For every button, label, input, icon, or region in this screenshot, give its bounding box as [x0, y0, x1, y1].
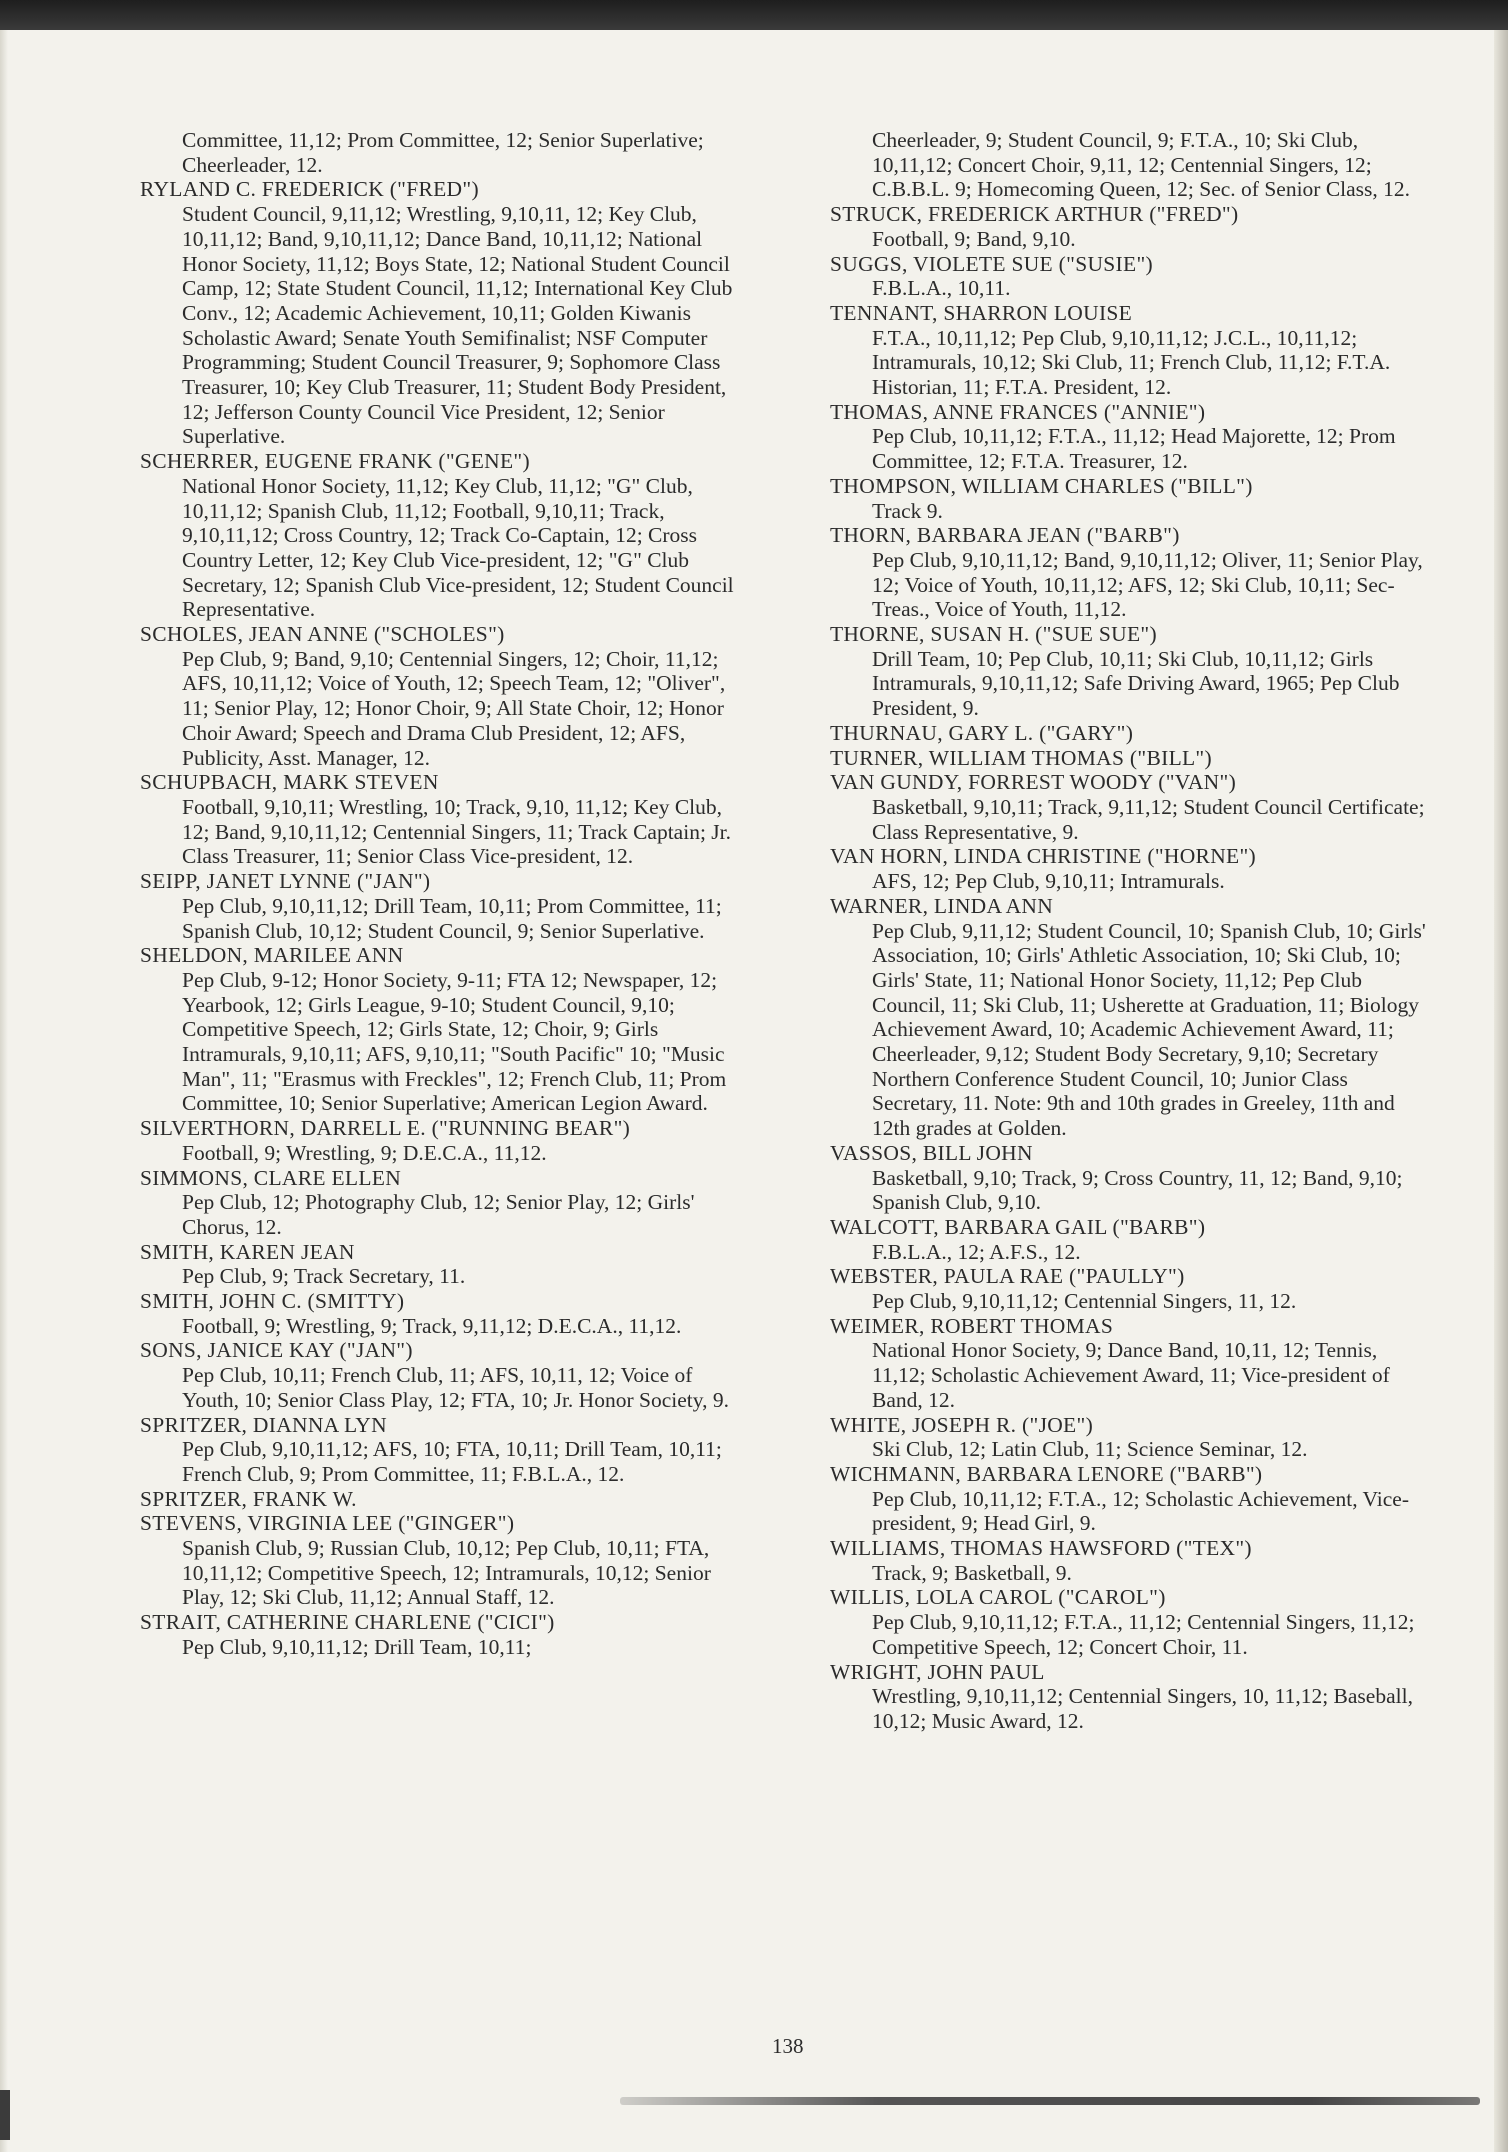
student-entry — [140, 943, 740, 1116]
continued-entry-text: Cheerleader, 9; Student Council, 9; F.T.A., 10; Ski Club, 10,11,12; Concert Choir, 9,11, 12; Centennial Singers, 12; C.B.B.L. 9; Homecoming Queen, 12; Sec. of Senior Class, 12. — [872, 128, 1411, 202]
student-name: SPRITZER, FRANK W. — [140, 1486, 357, 1511]
student-name: WILLIS, LOLA CAROL ("CAROL") — [830, 1585, 1166, 1610]
student-entry — [140, 177, 740, 449]
student-name: WICHMANN, BARBARA LENORE ("BARB") — [830, 1461, 1263, 1486]
binding-mark — [0, 2090, 10, 2140]
student-name: SMITH, JOHN C. (SMITTY) — [140, 1289, 405, 1314]
scan-top-border — [0, 0, 1508, 30]
student-entry — [830, 894, 1430, 1141]
student-entry — [140, 1413, 740, 1487]
student-entry — [830, 1215, 1430, 1264]
student-activities: Pep Club, 9,10,11,12; Drill Team, 10,11; — [182, 1634, 532, 1659]
student-name: THORN, BARBARA JEAN ("BARB") — [830, 523, 1180, 548]
student-entry — [830, 1536, 1430, 1585]
student-name: THURNAU, GARY L. ("GARY") — [830, 720, 1134, 745]
student-activities: Pep Club, 9,10,11,12; Drill Team, 10,11; Prom Committee, 11; Spanish Club, 10,12; Student Council, 9; Senior Superlative. — [182, 893, 722, 943]
student-activities: Track, 9; Basketball, 9. — [872, 1560, 1072, 1585]
student-entry — [140, 1289, 740, 1338]
student-activities: Pep Club, 10,11,12; F.T.A., 12; Scholastic Achievement, Vice-president, 9; Head Girl, 9. — [872, 1486, 1410, 1536]
student-name: SILVERTHORN, DARRELL E. ("RUNNING BEAR") — [140, 1116, 631, 1141]
student-name: SPRITZER, DIANNA LYN — [140, 1412, 387, 1437]
student-entry — [830, 1141, 1430, 1215]
student-entry — [140, 1511, 740, 1610]
student-name: VASSOS, BILL JOHN — [830, 1140, 1033, 1165]
student-entry — [140, 1166, 740, 1240]
student-name: SIMMONS, CLARE ELLEN — [140, 1165, 402, 1190]
student-name: TURNER, WILLIAM THOMAS ("BILL") — [830, 745, 1212, 770]
student-entry — [830, 721, 1430, 746]
continued-entry-text: Committee, 11,12; Prom Committee, 12; Senior Superlative; Cheerleader, 12. — [182, 128, 704, 177]
student-entry — [830, 1264, 1430, 1313]
left-column — [140, 128, 740, 1660]
student-entry — [830, 1413, 1430, 1462]
student-activities: Pep Club, 9,11,12; Student Council, 10; Spanish Club, 10; Girls' Association, 10; Girls' Athletic Association, 10; Ski Club, 10; Girls' State, 11; National Honor Society, 11,12; Pep Club Council, 11; Ski Club, 11; Usherette at Graduation, 11; Biology Achievement Award, 10; Academic Achievement Award, 11; Cheerleader, 9,12; Student Body Secretary, 9,10; Secretary Northern Conference Student Council, 10; Junior Class Secretary, 11. Note: 9th and 10th grades in Greeley, 11th and 12th grades at Golden. — [872, 918, 1426, 1141]
student-name: THOMPSON, WILLIAM CHARLES ("BILL") — [830, 473, 1253, 498]
page-number: 138 — [772, 2034, 804, 2058]
student-name: THORNE, SUSAN H. ("SUE SUE") — [830, 622, 1157, 647]
student-activities: Football, 9; Wrestling, 9; Track, 9,11,12; D.E.C.A., 11,12. — [182, 1313, 682, 1338]
student-entry — [140, 1487, 740, 1512]
student-name: SCHERRER, EUGENE FRANK ("GENE") — [140, 449, 530, 474]
student-activities: Football, 9,10,11; Wrestling, 10; Track, 9,10, 11,12; Key Club, 12; Band, 9,10,11,12; Centennial Singers, 11; Track Captain; Jr. Class Treasurer, 11; Senior Class Vice-president, 12. — [182, 794, 732, 869]
student-activities: Pep Club, 10,11; French Club, 11; AFS, 10,11, 12; Voice of Youth, 10; Senior Class Play, 12; FTA, 10; Jr. Honor Society, 9. — [182, 1363, 729, 1412]
student-name: SONS, JANICE KAY ("JAN") — [140, 1338, 413, 1363]
student-activities: National Honor Society, 9; Dance Band, 10,11, 12; Tennis, 11,12; Scholastic Achievement Award, 11; Vice-president of Band, 12. — [872, 1338, 1390, 1412]
student-activities: Pep Club, 12; Photography Club, 12; Senior Play, 12; Girls' Chorus, 12. — [182, 1190, 695, 1239]
student-activities: Pep Club, 9; Track Secretary, 11. — [182, 1264, 466, 1289]
student-name: WRIGHT, JOHN PAUL — [830, 1659, 1045, 1684]
student-activities: Basketball, 9,10; Track, 9; Cross Country, 11, 12; Band, 9,10; Spanish Club, 9,10. — [872, 1165, 1403, 1215]
right-column — [830, 128, 1430, 1734]
student-entry — [830, 1314, 1430, 1413]
student-activities: Football, 9; Wrestling, 9; D.E.C.A., 11,12. — [182, 1140, 547, 1165]
student-name: WEIMER, ROBERT THOMAS — [830, 1313, 1114, 1338]
student-activities: Student Council, 9,11,12; Wrestling, 9,10,11, 12; Key Club, 10,11,12; Band, 9,10,11,12; Dance Band, 10,11,12; National Honor Society, 11,12; Boys State, 12; National Student Council Camp, 12; State Student Council, 11,12; International Key Club Conv., 12; Academic Achievement, 10,11; Golden Kiwanis Scholastic Award; Senate Youth Semifinalist; NSF Computer Programming; Student Council Treasurer, 9; Sophomore Class Treasurer, 10; Key Club Treasurer, 11; Student Body President, 12; Jefferson County Council Vice President, 12; Senior Superlative. — [182, 202, 733, 449]
student-activities: Wrestling, 9,10,11,12; Centennial Singers, 10, 11,12; Baseball, 10,12; Music Award, 12. — [872, 1684, 1413, 1733]
student-name: WARNER, LINDA ANN — [830, 893, 1054, 918]
student-activities: Football, 9; Band, 9,10. — [872, 226, 1076, 251]
student-entry — [830, 252, 1430, 301]
student-entry — [830, 523, 1430, 622]
student-entry — [830, 1462, 1430, 1536]
student-entry — [140, 1240, 740, 1289]
student-entry — [140, 1338, 740, 1412]
student-activities: Spanish Club, 9; Russian Club, 10,12; Pep Club, 10,11; FTA, 10,11,12; Competitive Speech, 12; Intramurals, 10,12; Senior Play, 12; Ski Club, 11,12; Annual Staff, 12. — [182, 1536, 711, 1610]
student-entry — [830, 746, 1430, 771]
page-left-edge — [0, 30, 8, 2152]
student-activities: Pep Club, 9-12; Honor Society, 9-11; FTA 12; Newspaper, 12; Yearbook, 12; Girls League, 9-10; Student Council, 9,10; Competitive Speech, 12; Girls State, 12; Choir, 9; Girls Intramurals, 9,10,11; AFS, 9,10,11; "South Pacific" 10; "Music Man", 11; "Erasmus with Freckles", 12; French Club, 11; Prom Committee, 10; Senior Superlative; American Legion Award. — [182, 967, 727, 1116]
student-entry — [830, 301, 1430, 400]
student-name: WHITE, JOSEPH R. ("JOE") — [830, 1412, 1094, 1437]
student-activities: Pep Club, 10,11,12; F.T.A., 11,12; Head Majorette, 12; Prom Committee, 12; F.T.A. Treasurer, 12. — [872, 424, 1396, 474]
student-entry — [830, 770, 1430, 844]
student-entry — [830, 400, 1430, 474]
student-name: VAN GUNDY, FORREST WOODY ("VAN") — [830, 770, 1237, 795]
student-activities: Pep Club, 9,10,11,12; AFS, 10; FTA, 10,11; Drill Team, 10,11; French Club, 9; Prom Committee, 11; F.B.L.A., 12. — [182, 1437, 722, 1486]
student-activities: F.T.A., 10,11,12; Pep Club, 9,10,11,12; J.C.L., 10,11,12; Intramurals, 10,12; Ski Club, 11; French Club, 11,12; F.T.A. Historian, 11; F.T.A. President, 12. — [872, 325, 1391, 400]
student-entry — [830, 844, 1430, 893]
page-right-edge — [1494, 30, 1508, 2152]
student-name: SHELDON, MARILEE ANN — [140, 943, 404, 968]
student-entry — [140, 1116, 740, 1165]
student-entry — [830, 1585, 1430, 1659]
student-name: STEVENS, VIRGINIA LEE ("GINGER") — [140, 1511, 515, 1536]
student-activities: Basketball, 9,10,11; Track, 9,11,12; Student Council Certificate; Class Representative, 9. — [872, 794, 1425, 844]
student-activities: National Honor Society, 11,12; Key Club, 11,12; "G" Club, 10,11,12; Spanish Club, 11,12; Football, 9,10,11; Track, 9,10,11,12; Cross Country, 12; Track Co-Captain, 12; Cross Country Letter, 12; Key Club Vice-president, 12; "G" Club Secretary, 12; Spanish Club Vice-president, 12; Student Council Representative. — [182, 473, 734, 622]
student-entry — [140, 1610, 740, 1659]
student-name: TENNANT, SHARRON LOUISE — [830, 300, 1133, 325]
student-name: VAN HORN, LINDA CHRISTINE ("HORNE") — [830, 844, 1256, 869]
student-name: WALCOTT, BARBARA GAIL ("BARB") — [830, 1214, 1206, 1239]
student-entry — [140, 622, 740, 770]
student-name: RYLAND C. FREDERICK ("FRED") — [140, 177, 479, 202]
student-entry — [830, 622, 1430, 721]
student-name: STRAIT, CATHERINE CHARLENE ("CICI") — [140, 1610, 555, 1635]
student-name: SCHUPBACH, MARK STEVEN — [140, 770, 439, 795]
student-entry — [140, 869, 740, 943]
student-name: SEIPP, JANET LYNNE ("JAN") — [140, 869, 431, 894]
student-name: SMITH, KAREN JEAN — [140, 1239, 355, 1264]
student-entry — [140, 449, 740, 622]
student-entry — [140, 770, 740, 869]
student-name: SUGGS, VIOLETE SUE ("SUSIE") — [830, 251, 1153, 276]
student-entry — [830, 1660, 1430, 1734]
student-activities: Pep Club, 9,10,11,12; Band, 9,10,11,12; Oliver, 11; Senior Play, 12; Voice of Youth, 10,11,12; AFS, 12; Ski Club, 10,11; Sec-Treas., Voice of Youth, 11,12. — [872, 547, 1423, 622]
student-name: THOMAS, ANNE FRANCES ("ANNIE") — [830, 399, 1206, 424]
student-activities: AFS, 12; Pep Club, 9,10,11; Intramurals. — [872, 869, 1225, 894]
student-name: STRUCK, FREDERICK ARTHUR ("FRED") — [830, 202, 1239, 227]
entry-list — [140, 177, 740, 1659]
student-activities: F.B.L.A., 12; A.F.S., 12. — [872, 1239, 1081, 1264]
student-entry — [830, 474, 1430, 523]
entry-list — [830, 202, 1430, 1734]
student-activities: Track 9. — [872, 498, 943, 523]
student-activities: F.B.L.A., 10,11. — [872, 276, 1011, 301]
student-activities: Drill Team, 10; Pep Club, 10,11; Ski Club, 10,11,12; Girls Intramurals, 9,10,11,12; Safe Driving Award, 1965; Pep Club President, 9. — [872, 646, 1400, 721]
student-name: WEBSTER, PAULA RAE ("PAULLY") — [830, 1264, 1185, 1289]
student-activities: Ski Club, 12; Latin Club, 11; Science Seminar, 12. — [872, 1437, 1308, 1462]
student-entry — [830, 202, 1430, 251]
student-name: SCHOLES, JEAN ANNE ("SCHOLES") — [140, 622, 505, 647]
student-activities: Pep Club, 9; Band, 9,10; Centennial Singers, 12; Choir, 11,12; AFS, 10,11,12; Voice of Youth, 12; Speech Team, 12; "Oliver", 11; Senior Play, 12; Honor Choir, 9; All State Choir, 12; Honor Choir Award; Speech and Drama Club President, 12; AFS, Publicity, Asst. Manager, 12. — [182, 646, 726, 770]
scan-bottom-shadow — [620, 2097, 1480, 2105]
student-activities: Pep Club, 9,10,11,12; F.T.A., 11,12; Centennial Singers, 11,12; Competitive Speech, 12; Concert Choir, 11. — [872, 1610, 1415, 1659]
student-activities: Pep Club, 9,10,11,12; Centennial Singers, 11, 12. — [872, 1289, 1297, 1314]
student-name: WILLIAMS, THOMAS HAWSFORD ("TEX") — [830, 1536, 1252, 1561]
